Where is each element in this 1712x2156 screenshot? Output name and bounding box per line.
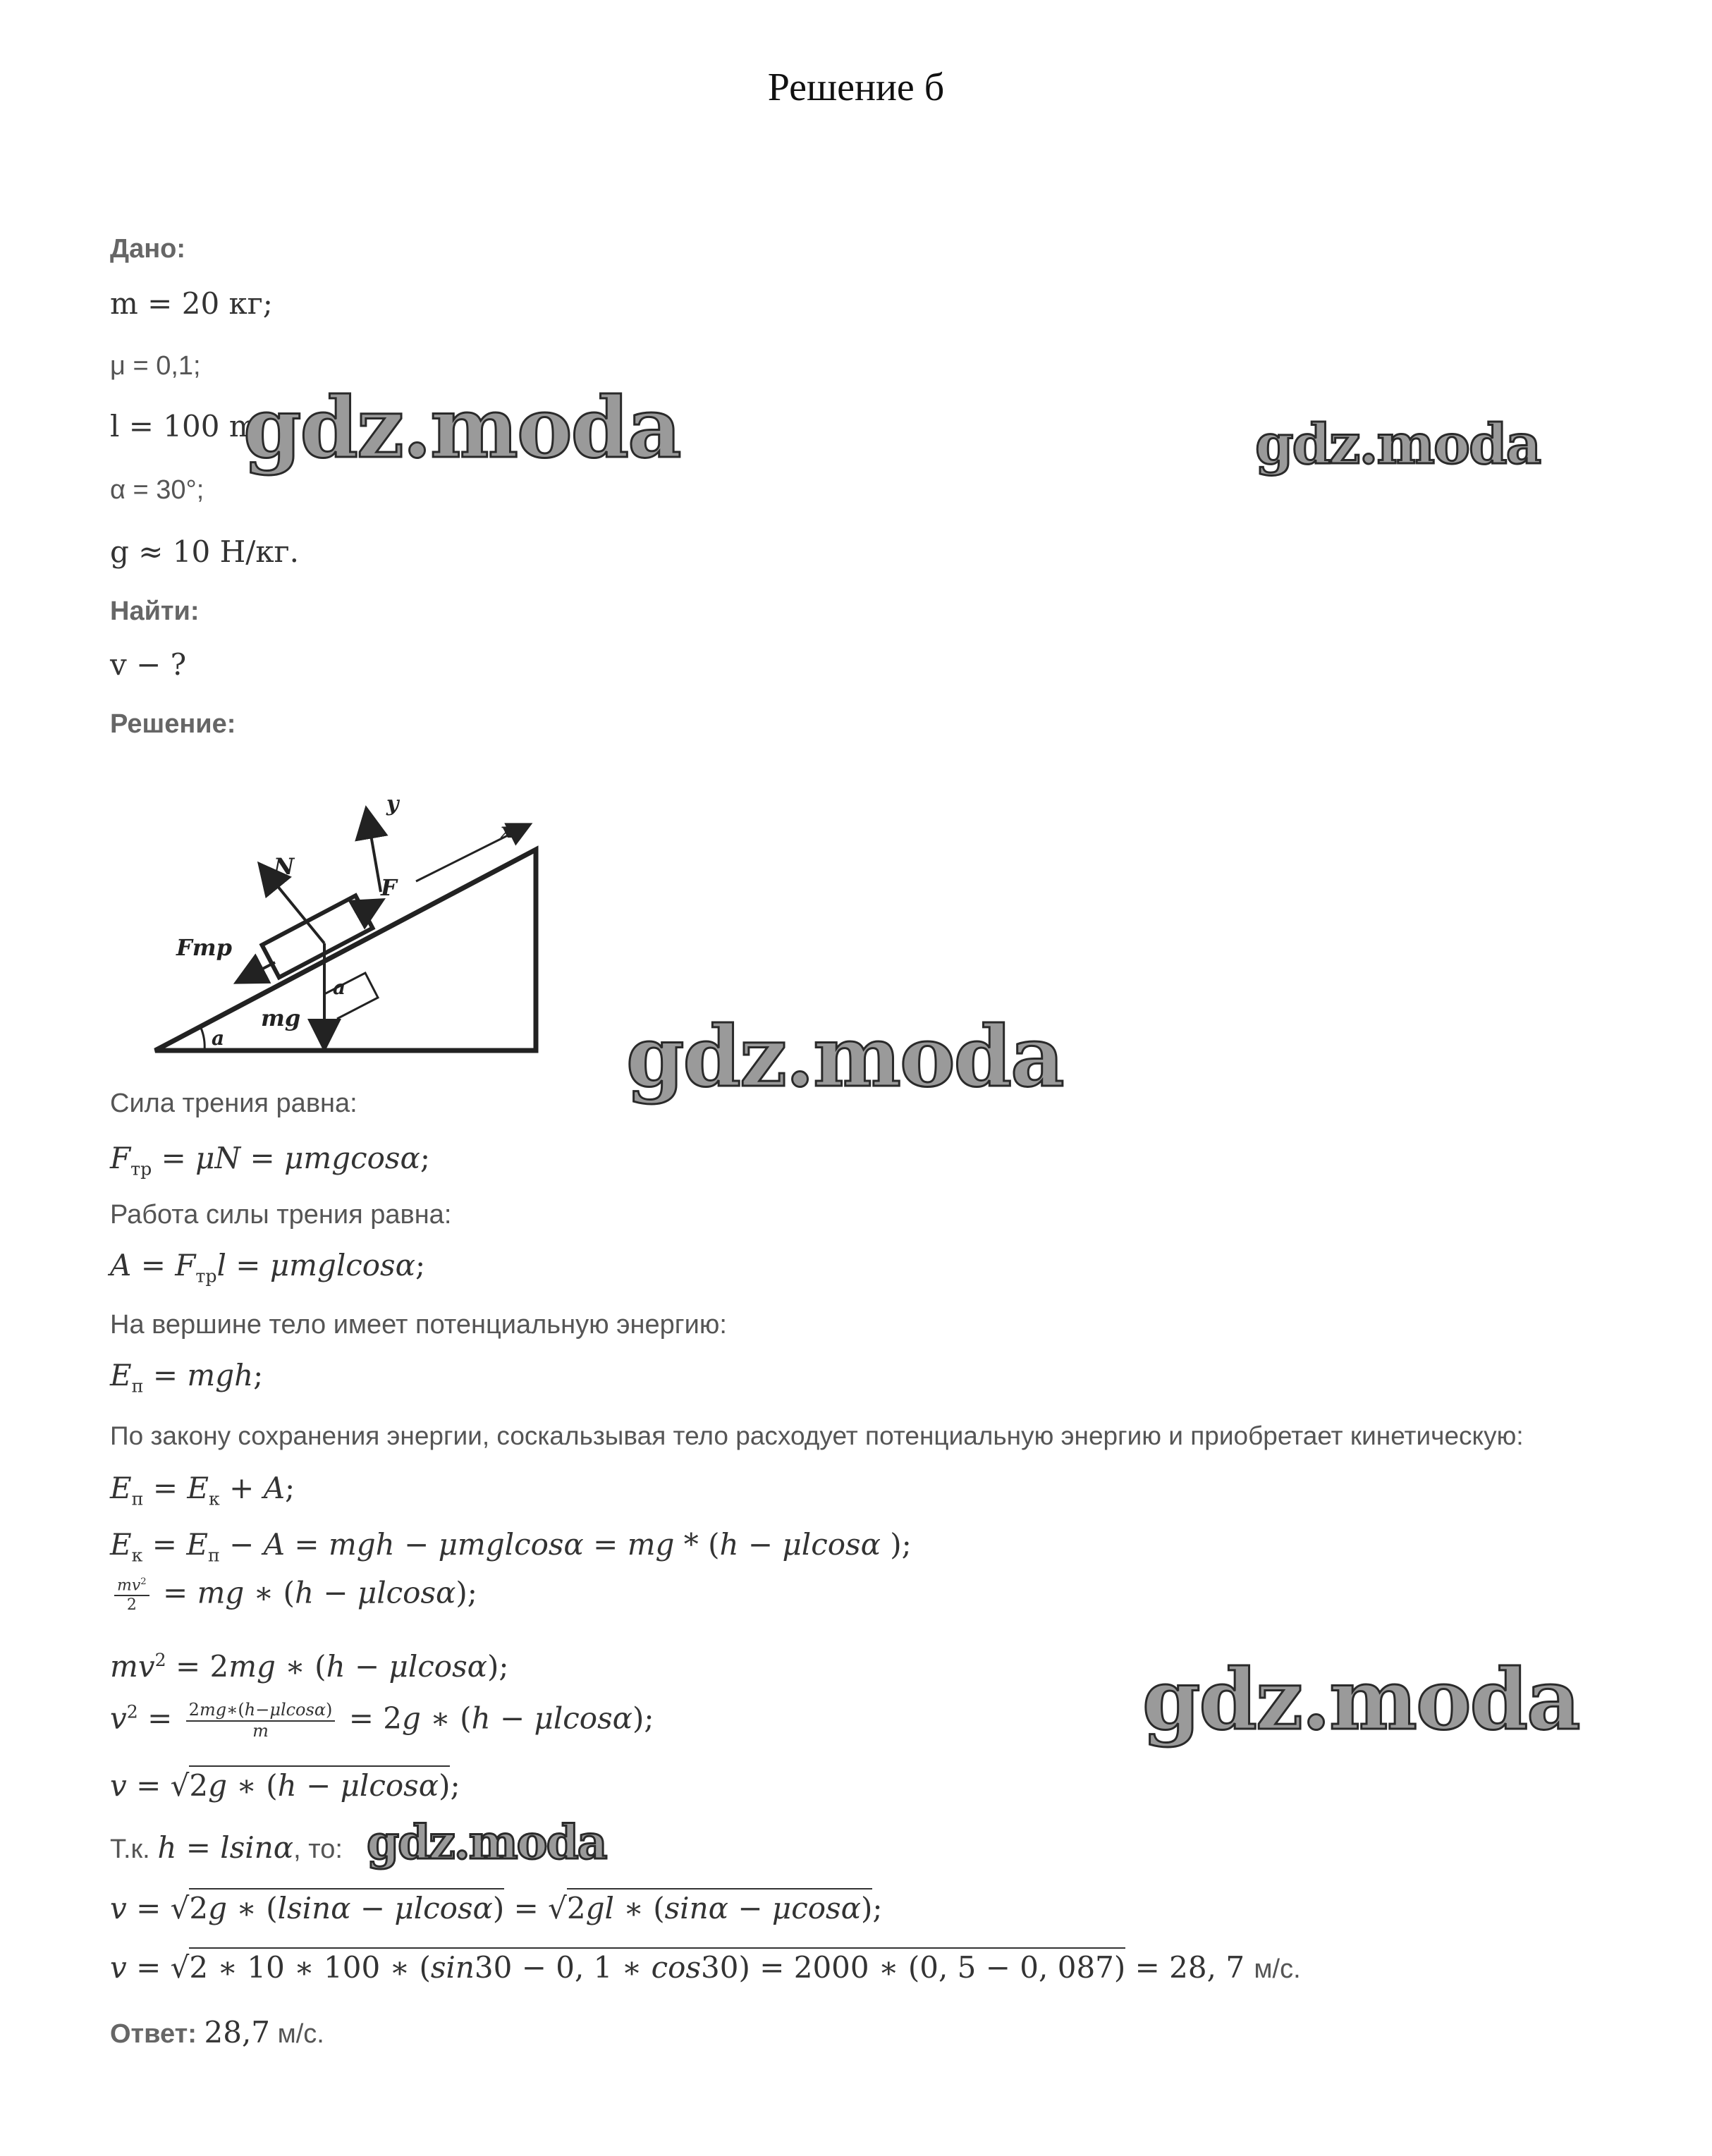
formula-v2: $v^2$ = $\frac{2mg∗(h-\mu lcos\alpha)}{m}$ = 2g ∗ (h − μlcosα); bbox=[110, 1700, 654, 1741]
answer: Ответ: 28,7 м/с. bbox=[110, 2015, 324, 2050]
formula-v-numeric: v = √2 ∗ 10 ∗ 100 ∗ (sin30 − 0, 1 ∗ cos30) = 2000 ∗ (0, 5 − 0, 087) = 28, 7 м/с. bbox=[110, 1953, 1301, 1983]
text-since: Т.к. h = lsinα, то: bbox=[110, 1830, 343, 1865]
label-y: y bbox=[386, 792, 399, 816]
watermark-2: gdz.moda bbox=[1255, 412, 1541, 477]
label-f: F bbox=[381, 874, 397, 901]
formula-friction-work: $A = F_{тр}l = \mu mglcos\alpha$; bbox=[110, 1248, 426, 1287]
given-alpha: α = 30°; bbox=[110, 475, 204, 505]
label-angle-a: a bbox=[333, 976, 346, 999]
incline-diagram bbox=[148, 783, 557, 1065]
label-ftr: Fmp bbox=[176, 934, 232, 961]
text-friction-force: Сила трения равна: bbox=[110, 1089, 357, 1118]
label-n: N bbox=[274, 853, 295, 880]
formula-v: v = √2g ∗ (h − μlcosα); bbox=[110, 1771, 460, 1801]
text-potential-energy: На вершине тело имеет потенциальную энергию: bbox=[110, 1310, 727, 1340]
formula-potential-energy: $E_п$ = mgh; bbox=[110, 1358, 264, 1397]
formula-v-substituted: v = √2g ∗ (lsinα − μlcosα) = √2gl ∗ (sinα − μcosα); bbox=[110, 1894, 883, 1923]
angle-arc bbox=[201, 1028, 204, 1051]
solution-label: Решение: bbox=[110, 709, 236, 739]
given-length: l = 100 m; bbox=[110, 409, 267, 443]
text-friction-work: Работа силы трения равна: bbox=[110, 1200, 452, 1230]
label-angle-base: a bbox=[212, 1027, 225, 1050]
find-label: Найти: bbox=[110, 596, 200, 626]
formula-friction-force: $F_{тр} = \mu N = \mu mgcos\alpha$; bbox=[110, 1141, 430, 1180]
page-title: Решение б bbox=[767, 66, 945, 109]
watermark-4: gdz.moda bbox=[1142, 1650, 1579, 1748]
formula-kinetic-energy: $E_к = E_п - A$ = mgh − μmglcosα = mg * (h − μlcosα ); bbox=[110, 1527, 912, 1566]
given-mu: μ = 0,1; bbox=[110, 351, 201, 381]
label-mg: mg bbox=[261, 1005, 301, 1031]
watermark-3: gdz.moda bbox=[626, 1007, 1063, 1105]
formula-half-mv2: $\frac{mv^2}{2}$ = mg ∗ (h − μlcosα); bbox=[110, 1576, 477, 1614]
text-energy-conservation: По закону сохранения энергии, соскальзывая тело расходует потенциальную энергию и приобретает кинетическую: bbox=[110, 1421, 1524, 1450]
watermark-1: gdz.moda bbox=[243, 379, 680, 477]
formula-mv2: $mv^2 = 2mg$ ∗ (h − μlcosα); bbox=[110, 1649, 509, 1684]
label-x: x bbox=[501, 819, 513, 843]
find-value: v − ? bbox=[110, 647, 187, 682]
given-label: Дано: bbox=[110, 234, 186, 264]
given-g: g ≈ 10 Н/кг. bbox=[110, 534, 299, 569]
given-mass: m = 20 кг; bbox=[110, 286, 273, 321]
formula-energy-balance: $E_п = E_к + A$; bbox=[110, 1471, 295, 1509]
friction-force-arrow bbox=[238, 962, 275, 981]
y-axis-arrow bbox=[367, 811, 381, 892]
watermark-5: gdz.moda bbox=[367, 1815, 606, 1870]
